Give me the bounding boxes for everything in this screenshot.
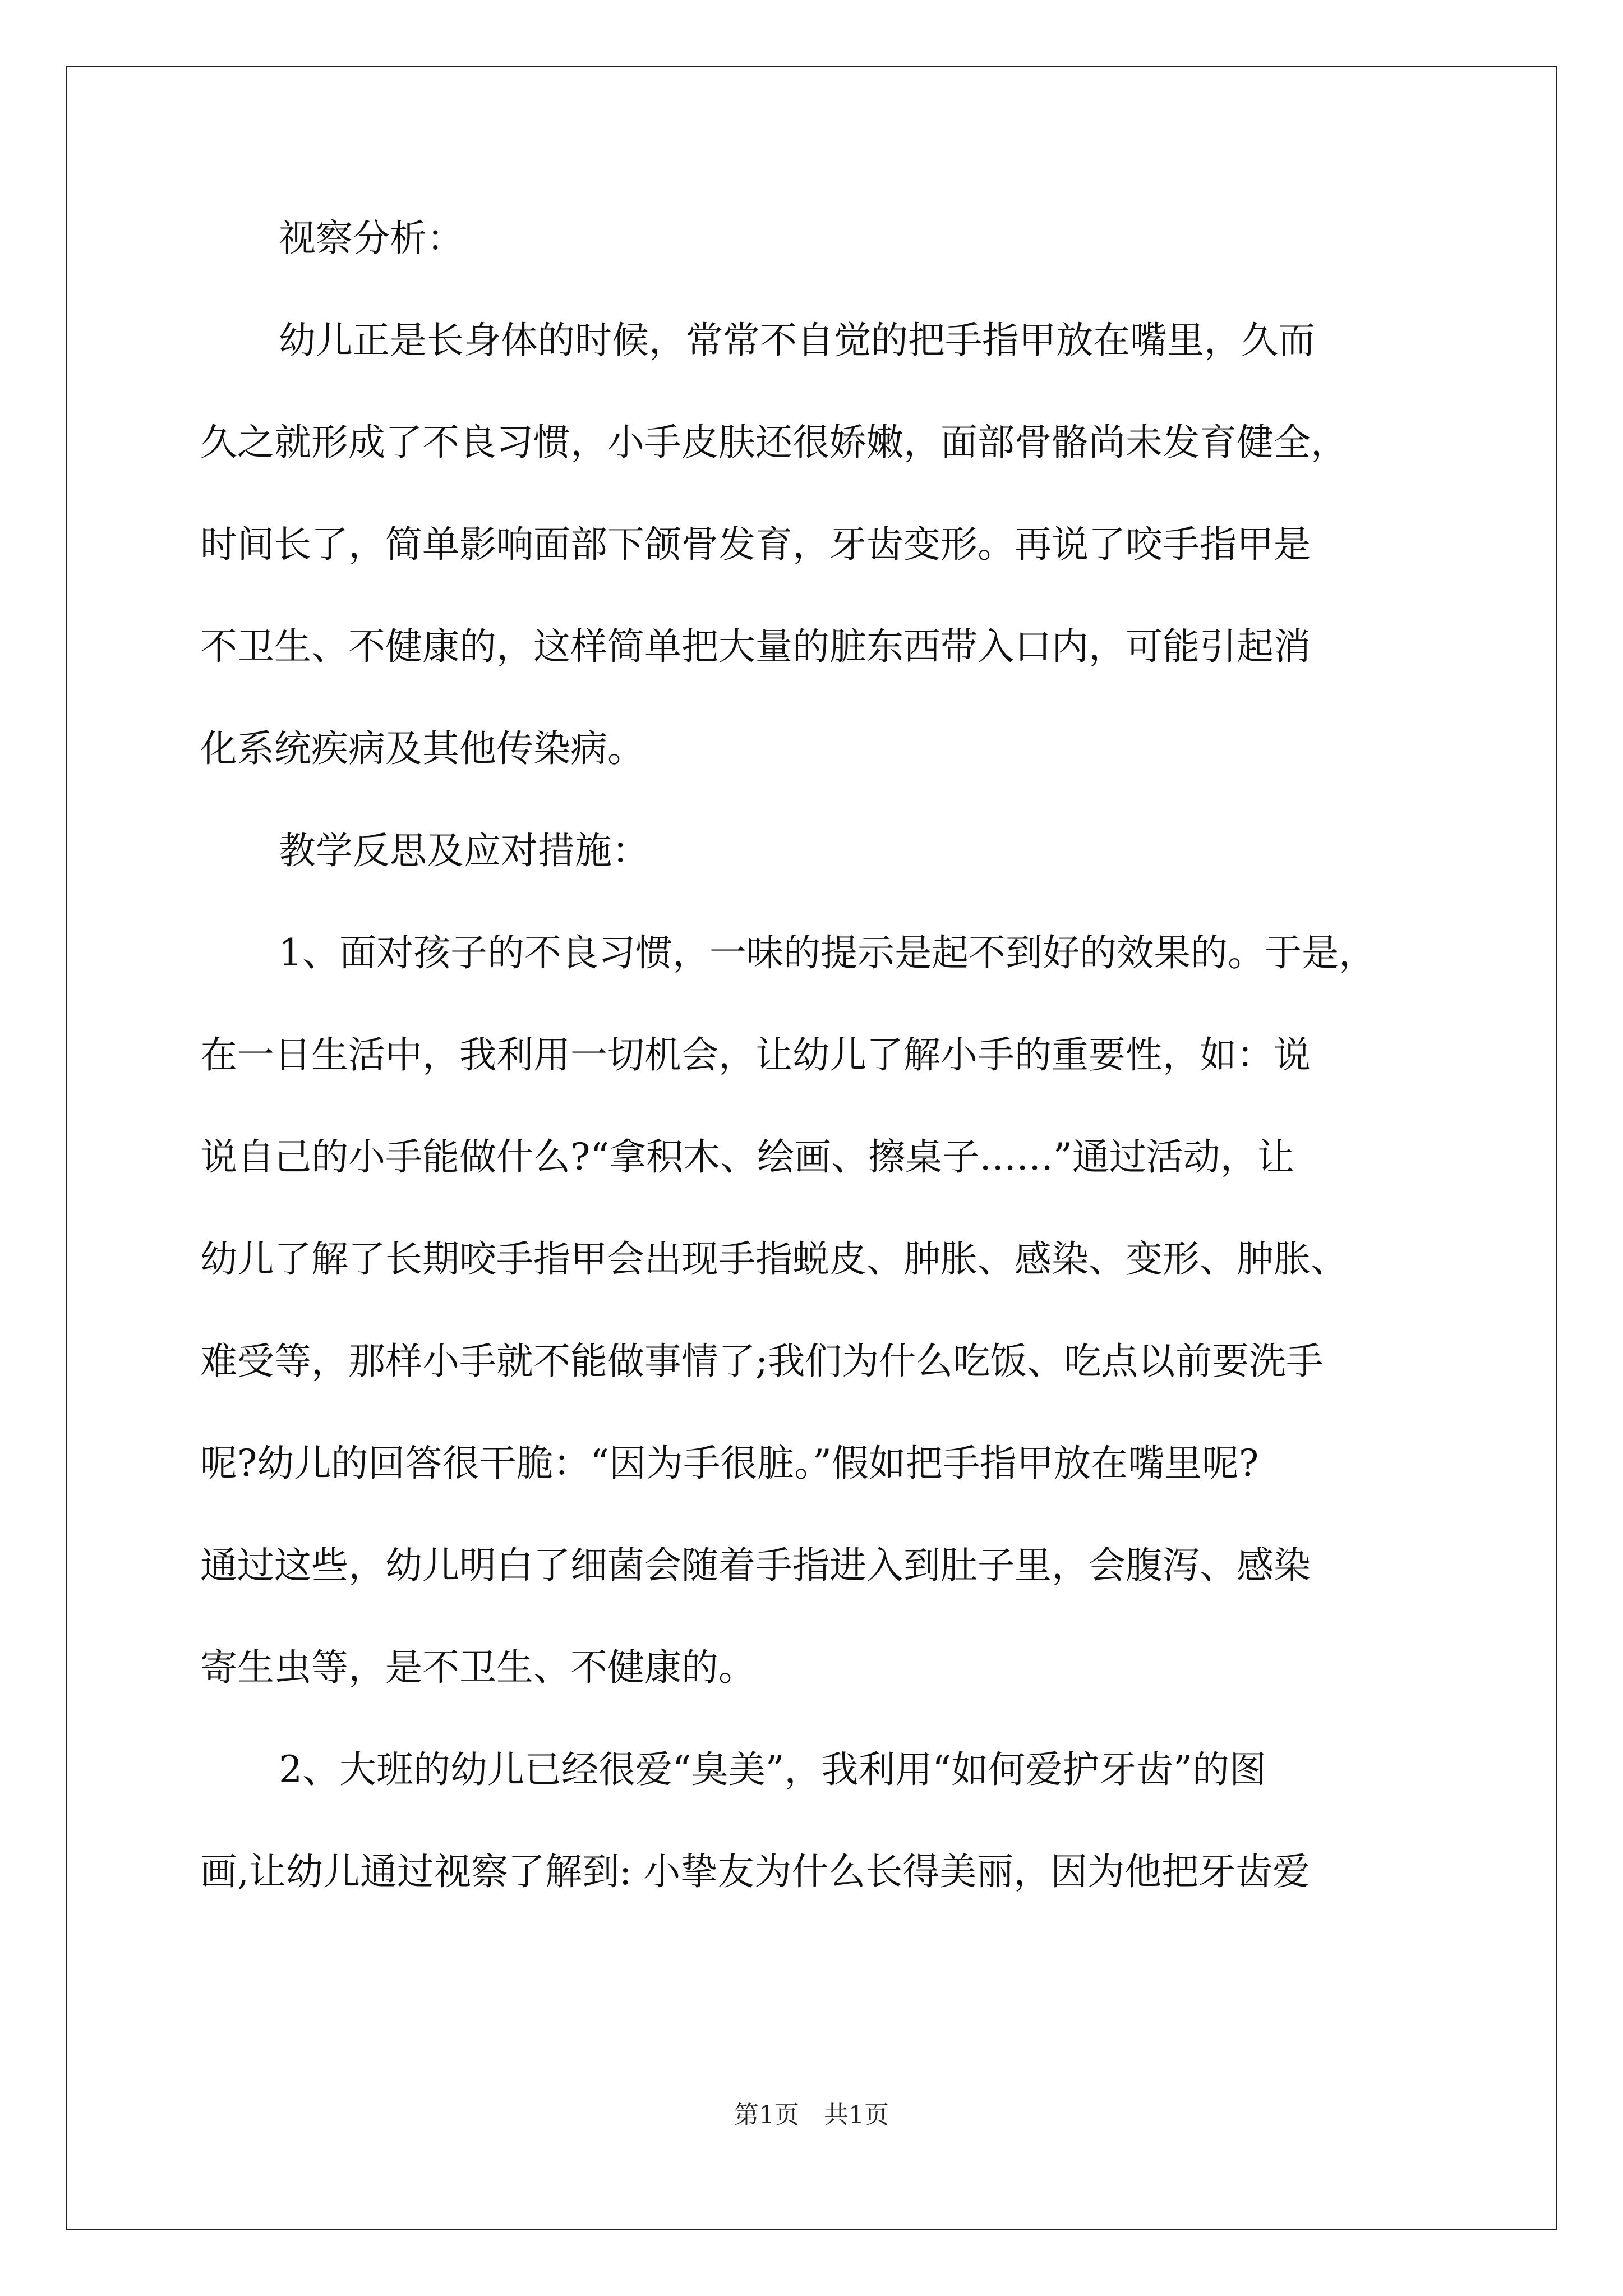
- text-line: 通过这些，幼儿明白了细菌会随着手指进入到肚子里，会腹泻、感染: [200, 1544, 1311, 1587]
- paragraph-heading-reflection: [200, 826, 1456, 876]
- paragraph-heading-analysis: [200, 213, 1456, 264]
- text-line: 幼儿了解了长期咬手指甲会出现手指蜕皮、肿胀、感染、变形、肿胀、: [200, 1237, 1348, 1281]
- text-line: 幼儿正是长身体的时候，常常不自觉的把手指甲放在嘴里，久而: [279, 319, 1315, 362]
- text-line: 久之就形成了不良习惯，小手皮肤还很娇嫩，面部骨骼尚未发育健全，: [200, 421, 1348, 464]
- text-line: 视察分析：: [279, 217, 464, 260]
- paragraph-analysis: [200, 315, 1456, 774]
- text-line: 寄生虫等，是不卫生、不健康的。: [200, 1646, 755, 1689]
- text-line: 时间长了，简单影响面部下颌骨发育，牙齿变形。再说了咬手指甲是: [200, 523, 1311, 566]
- text-line: 教学反思及应对措施：: [279, 829, 649, 872]
- text-line: 画,让幼儿通过视察了解到: 小挚友为什么长得美丽，因为他把牙齿爱: [200, 1850, 1310, 1893]
- text-line: 2、大班的幼儿已经很爱“臭美”，我利用“如何爱护牙齿”的图: [279, 1748, 1266, 1791]
- text-line: 难受等，那样小手就不能做事情了;我们为什么吃饭、吃点以前要洗手: [200, 1340, 1324, 1383]
- paragraph-measure-2: [200, 1745, 1456, 1897]
- text-line: 化系统疾病及其他传染病。: [200, 727, 644, 770]
- text-line: 呢?幼儿的回答很干脆：“因为手很脏。”假如把手指甲放在嘴里呢?: [200, 1442, 1259, 1485]
- text-line: 说自己的小手能做什么?“拿积木、绘画、擦桌子……”通过活动，让: [200, 1135, 1294, 1179]
- paragraph-measure-1: [200, 928, 1456, 1693]
- document-body: [200, 213, 1456, 1949]
- text-line: 1、面对孩子的不良习惯，一味的提示是起不到好的效果的。于是，: [279, 931, 1376, 974]
- text-line: 在一日生活中，我利用一切机会，让幼儿了解小手的重要性，如：说: [200, 1033, 1311, 1076]
- text-line: 不卫生、不健康的，这样简单把大量的脏东西带入口内，可能引起消: [200, 625, 1311, 668]
- page-footer: 第1页 共1页: [734, 2101, 889, 2129]
